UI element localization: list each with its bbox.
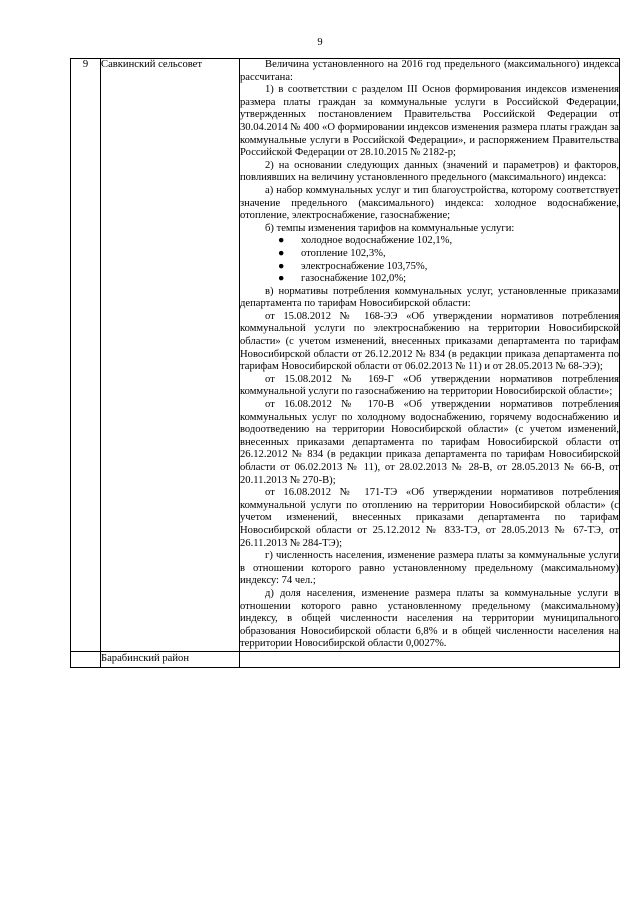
municipality-name: Савкинский сельсовет xyxy=(101,59,240,652)
index-table xyxy=(70,58,620,668)
paragraph-basis-2: 2) на основании следующих данных (значений и параметров) и факторов, повлиявших на величину установленного предельного (максимального) индекса: xyxy=(240,159,619,184)
paragraph-norms-intro: в) нормативы потребления коммунальных услуг, установленные приказами департамента по тарифам Новосибирской области: xyxy=(240,285,619,310)
table-row xyxy=(71,59,620,652)
bullet-icon: ● xyxy=(278,273,285,285)
bullet-icon: ● xyxy=(278,235,285,247)
paragraph-population: г) численность населения, изменение размера платы за коммунальные услуги в отношении которого равно установленному предельному (максимальному) индексу: 74 чел.; xyxy=(240,550,619,587)
list-item: ● электроснабжение 103,75%, xyxy=(278,260,428,272)
paragraph-tariff-rates: б) темпы изменения тарифов на коммунальные услуги: xyxy=(265,222,515,234)
paragraph-norm-168: от 15.08.2012 № 168-ЭЭ «Об утверждении нормативов потребления коммунальной услуги по электроснабжению на территории Новосибирской области» (с учетом изменений, внесенных приказами департамента по тарифам Новосибирской области от 26.12.2012 № 834 (в редакции приказа департамента по тарифам Новосибирской области от 06.02.2013 № 11) и от 28.05.2013 № 68-ЭЭ); xyxy=(240,310,619,373)
tariff-list xyxy=(240,235,619,285)
paragraph-services-set: а) набор коммунальных услуг и тип благоустройства, которому соответствует значение предельного (максимального) индекса: холодное водоснабжение, отопление, электроснабжение, газоснабжение; xyxy=(240,184,619,222)
row-content xyxy=(240,651,620,667)
paragraph-norm-170: от 16.08.2012 № 170-В «Об утверждении нормативов потребления коммунальных услуг по холодному водоснабжению, горячему водоснабжению и водоотведению на территории Новосибирской области» (с учетом изменений, внесенных приказами департамента по тарифам Новосибирской области от 26.12.2012 № 834 (в редакции приказа департамента по тарифам Новосибирской области от 06.02.2013 № 11), от 28.02.2013 № 28-В, от 28.05.2013 № 66-В, от 20.11.2013 № 270-В); xyxy=(240,399,619,486)
paragraph-intro: Величина установленного на 2016 год предельного (максимального) индекса рассчитана: xyxy=(240,59,619,83)
row-number xyxy=(71,651,101,667)
paragraph-basis-1: 1) в соответствии с разделом III Основ формирования индексов изменения размера платы граждан за коммунальные услуги в Российской Федерации, утвержденных постановлением Правительства Российской Федерации от 30.04.2014 № 400 «О формировании индексов изменения размера платы граждан за коммунальные услуги в Российской Федерации», и распоряжением Правительства Российской Федерации от 28.10.2015 № 2182-р; xyxy=(240,84,619,159)
list-item: ● холодное водоснабжение 102,1%, xyxy=(278,235,453,247)
bullet-icon: ● xyxy=(278,247,285,259)
paragraph-norm-169: от 15.08.2012 № 169-Г «Об утверждении нормативов потребления коммунальной услуги по газоснабжению на территории Новосибирской области»; xyxy=(240,373,619,398)
list-item: ● отопление 102,3%, xyxy=(278,247,386,259)
district-name: Барабинский район xyxy=(101,651,240,667)
paragraph-norm-171: от 16.08.2012 № 171-ТЭ «Об утверждении нормативов потребления коммунальной услуги по отоплению на территории Новосибирской области» (с учетом изменений, внесенных приказами департамента по тарифам Новосибирской области от 25.12.2012 № 833-ТЭ, от 28.05.2013 № 67-ТЭ, от 26.11.2013 № 284-ТЭ); xyxy=(240,487,619,549)
table-row xyxy=(71,651,620,667)
row-number: 9 xyxy=(71,59,101,652)
page-number: 9 xyxy=(317,37,323,48)
list-item: ● газоснабжение 102,0%; xyxy=(278,273,407,285)
bullet-icon: ● xyxy=(278,260,285,272)
row-content xyxy=(240,59,620,652)
paragraph-population-share: д) доля населения, изменение размера платы за коммунальные услуги в отношении которого равно установленному предельному (максимальному) индексу, в общей численности населения на территории муниципального образования Новосибирской области 6,8% и в общей численности населения на территории Новосибирской области 0,0027%. xyxy=(240,587,619,650)
